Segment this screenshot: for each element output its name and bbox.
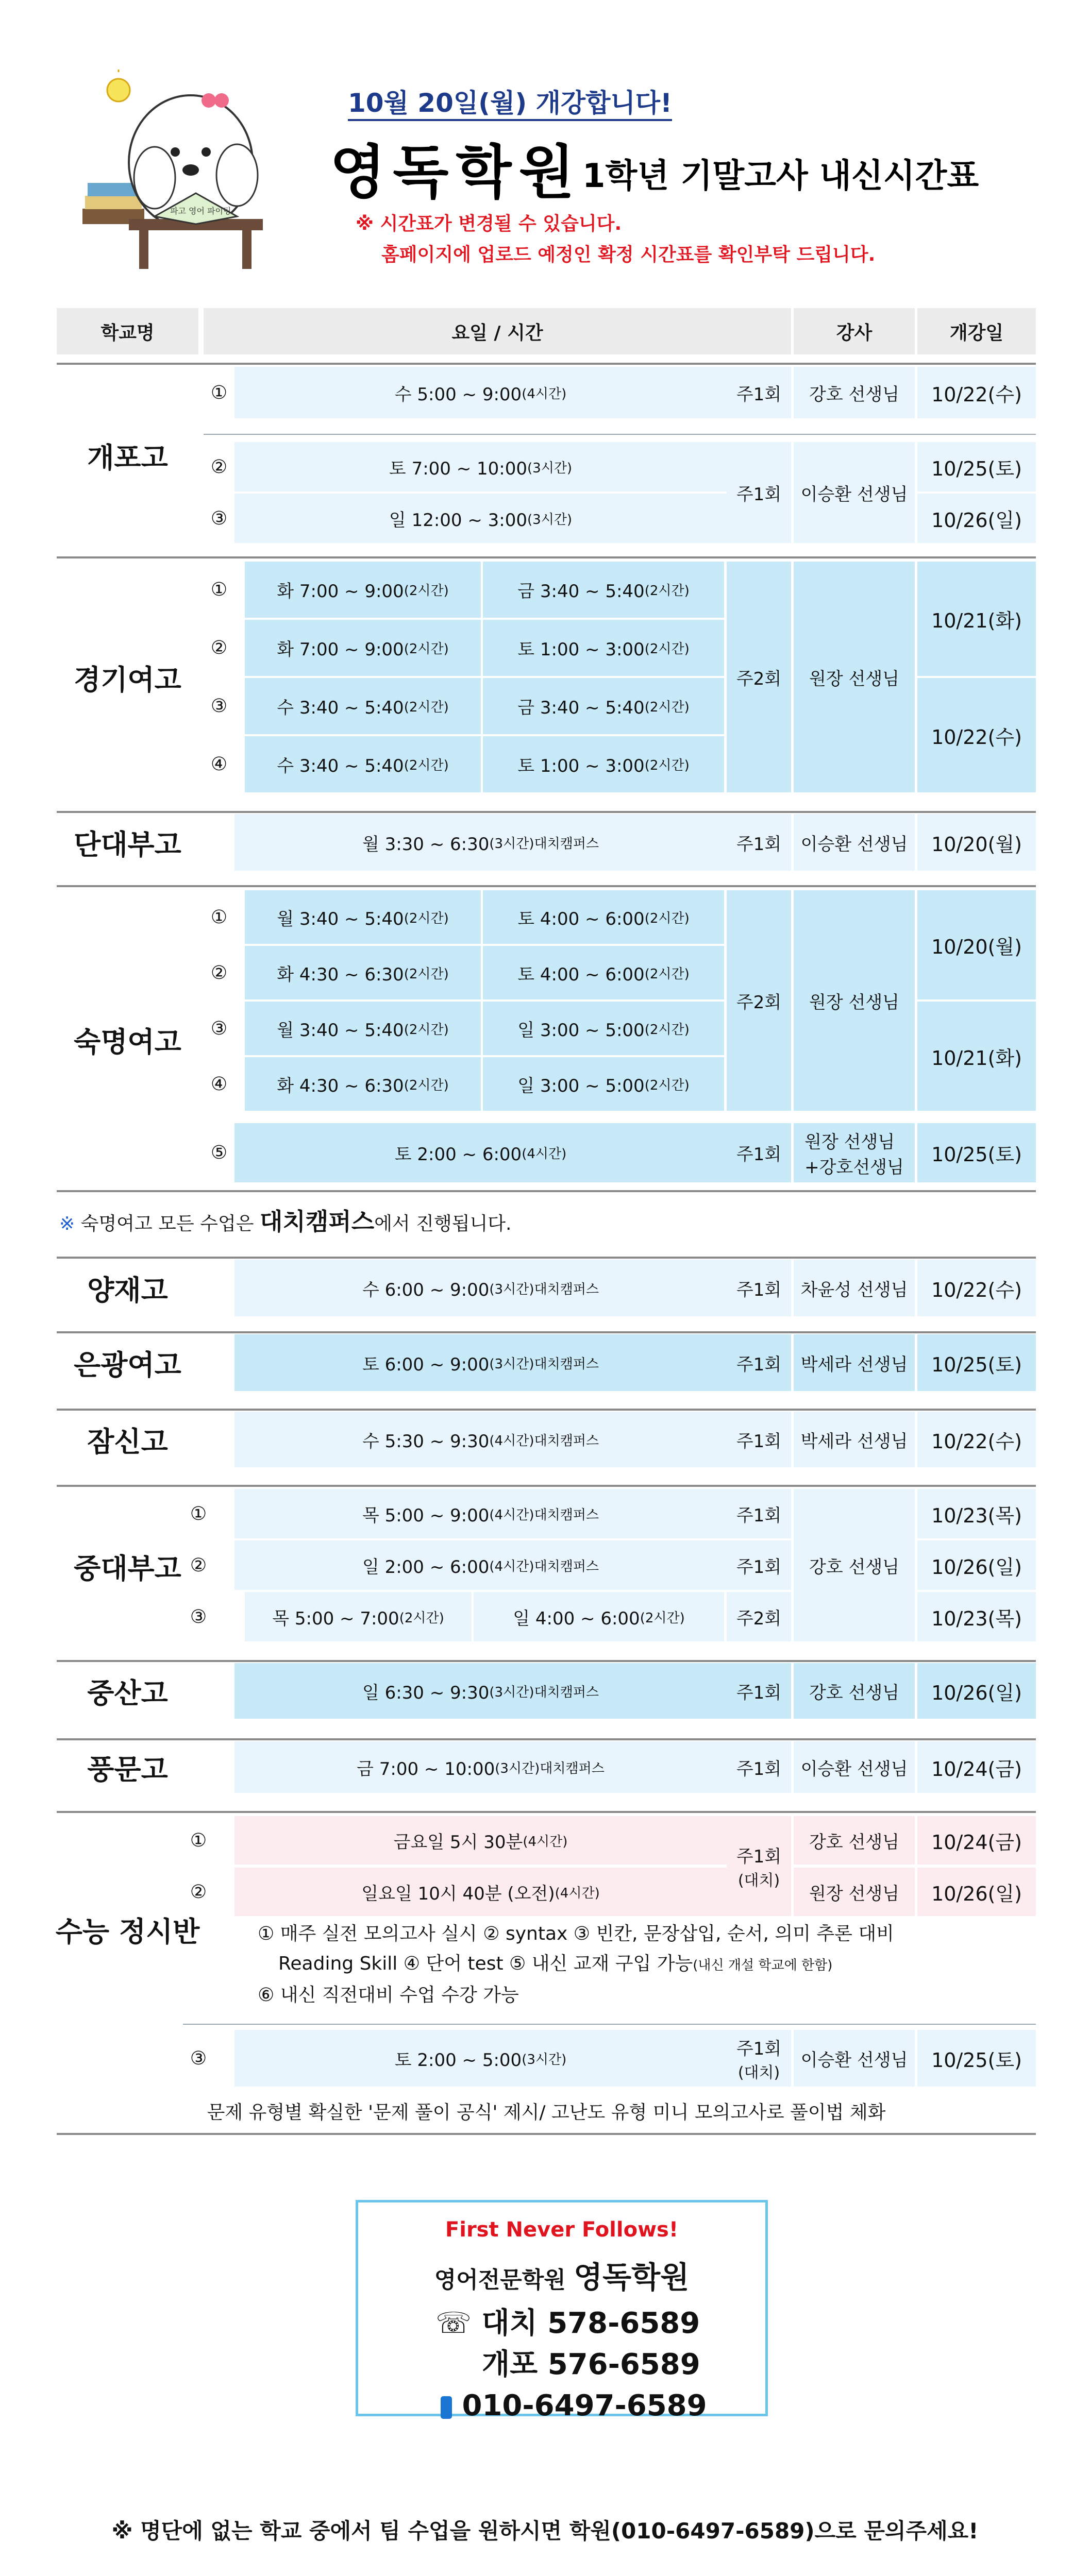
suneung-summary: 문제 유형별 확실한 '문제 풀이 공식' 제시/ 고난도 유형 미니 모의고사로 풀이법 체화 — [207, 2102, 886, 2123]
row-number: ④ — [210, 754, 228, 775]
start-date: 10/22(수) — [917, 1412, 1036, 1467]
time-slot: 일요일 10시 40분 (오전) (4시간) — [234, 1868, 727, 1916]
row-number: ① — [210, 382, 228, 403]
school-name: 잠신고 — [87, 1425, 168, 1458]
frequency: 주1회 (대치) — [727, 2030, 791, 2087]
time-slot-a: 수 3:40 ~ 5:40 (2시간) — [245, 678, 481, 734]
school-name: 은광여고 — [74, 1348, 181, 1381]
page-title: 1학년 기말고사 내신시간표 — [582, 157, 979, 195]
time-slot-b: 일 4:00 ~ 6:00 (2시간) — [474, 1592, 724, 1641]
frequency: 주1회 — [727, 1741, 791, 1793]
phone-mobile: 010-6497-6589 — [441, 2389, 765, 2422]
frequency: 주1회 — [727, 1123, 791, 1182]
row-divider — [57, 1409, 1036, 1411]
start-date: 10/22(수) — [917, 1260, 1036, 1316]
row-divider — [57, 1190, 1036, 1192]
frequency: 주2회 — [727, 890, 791, 1111]
teacher: 원장 선생님 — [794, 1868, 915, 1916]
academy-name: 영독학원 — [330, 139, 582, 206]
frequency: 주1회 (대치) — [727, 1816, 791, 1916]
row-divider — [57, 556, 1036, 558]
row-divider — [183, 2024, 1036, 2025]
teacher: 이승환 선생님 — [794, 442, 915, 543]
time-slot: 토 2:00 ~ 5:00 (3시간) — [234, 2030, 727, 2087]
time-slot-b: 토 1:00 ~ 3:00 (2시간) — [483, 736, 724, 792]
time-slot-a: 화 7:00 ~ 9:00 (2시간) — [245, 620, 481, 676]
teacher: 박세라 선생님 — [794, 1334, 915, 1391]
time-slot: 일 2:00 ~ 6:00 (4시간) 대치캠퍼스 — [234, 1540, 727, 1590]
time-slot-b: 금 3:40 ~ 5:40 (2시간) — [483, 678, 724, 734]
start-date: 10/21(화) — [917, 1002, 1036, 1111]
start-date: 10/26(일) — [917, 1540, 1036, 1590]
teacher: 강호 선생님 — [794, 1489, 915, 1641]
row-divider — [57, 1257, 1036, 1259]
sookmyung-note: ※ 숙명여고 모든 수업은 대치캠퍼스에서 진행됩니다. — [59, 1208, 512, 1235]
start-date: 10/26(일) — [917, 1663, 1036, 1719]
start-date: 10/25(토) — [917, 442, 1036, 492]
time-slot: 목 5:00 ~ 9:00 (4시간) 대치캠퍼스 — [234, 1489, 727, 1538]
row-number: ③ — [210, 507, 228, 529]
frequency: 주2회 — [727, 562, 791, 792]
time-slot: 수 6:00 ~ 9:00 (3시간) 대치캠퍼스 — [234, 1260, 727, 1316]
time-slot: 수 5:00 ~ 9:00 (4시간) — [234, 367, 727, 418]
row-number: ③ — [190, 2047, 207, 2069]
header-school: 학교명 — [57, 308, 198, 354]
start-date: 10/25(토) — [917, 1334, 1036, 1391]
start-date: 10/26(일) — [917, 494, 1036, 543]
start-date: 10/24(금) — [917, 1741, 1036, 1793]
svg-text:파고 영어 파이팅: 파고 영어 파이팅 — [170, 206, 231, 216]
row-number: ① — [210, 906, 228, 928]
row-number: ③ — [190, 1606, 207, 1628]
row-number: ③ — [210, 696, 228, 717]
school-name: 양재고 — [87, 1274, 168, 1307]
frequency: 주1회 — [727, 1663, 791, 1719]
start-date: 10/25(토) — [917, 1123, 1036, 1182]
start-date: 10/23(목) — [917, 1592, 1036, 1641]
time-slot-b: 토 4:00 ~ 6:00 (2시간) — [483, 946, 724, 999]
time-slot-b: 금 3:40 ~ 5:40 (2시간) — [483, 562, 724, 618]
frequency: 주1회 — [727, 1540, 791, 1590]
start-date: 10/23(목) — [917, 1489, 1036, 1538]
start-date: 10/22(수) — [917, 367, 1036, 418]
row-divider — [57, 2133, 1036, 2135]
contact-academy-name: 영어전문학원 영독학원 — [434, 2260, 690, 2295]
teacher: 박세라 선생님 — [794, 1412, 915, 1467]
start-date: 10/25(토) — [917, 2030, 1036, 2087]
time-slot-a: 목 5:00 ~ 7:00 (2시간) — [245, 1592, 472, 1641]
row-number: ② — [190, 1881, 207, 1903]
teacher: 원장 선생님 +강호선생님 — [794, 1123, 915, 1182]
frequency: 주1회 — [727, 814, 791, 871]
frequency: 주1회 — [727, 442, 791, 543]
header-schedule: 요일 / 시간 — [204, 308, 791, 354]
teacher: 이승환 선생님 — [794, 1741, 915, 1793]
frequency: 주1회 — [727, 367, 791, 418]
mobile-phone-icon — [441, 2396, 452, 2419]
time-slot: 토 6:00 ~ 9:00 (3시간) 대치캠퍼스 — [234, 1334, 727, 1391]
row-number: ① — [190, 1503, 207, 1524]
header-start-date: 개강일 — [917, 308, 1036, 354]
time-slot: 월 3:30 ~ 6:30 (3시간) 대치캠퍼스 — [234, 814, 727, 871]
teacher: 이승환 선생님 — [794, 2030, 915, 2087]
row-number: ② — [210, 962, 228, 984]
frequency: 주2회 — [727, 1592, 791, 1641]
header-teacher: 강사 — [794, 308, 915, 354]
time-slot: 토 7:00 ~ 10:00 (3시간) — [234, 442, 727, 492]
frequency: 주1회 — [727, 1412, 791, 1467]
time-slot-a: 화 4:30 ~ 6:30 (2시간) — [245, 946, 481, 999]
school-name: 수능 정시반 — [55, 1915, 200, 1948]
time-slot-b: 토 4:00 ~ 6:00 (2시간) — [483, 890, 724, 944]
row-number: ④ — [210, 1073, 228, 1095]
teacher: 원장 선생님 — [794, 890, 915, 1111]
time-slot: 금요일 5시 30분 (4시간) — [234, 1816, 727, 1865]
row-divider — [57, 1811, 1036, 1813]
time-slot: 토 2:00 ~ 6:00 (4시간) — [234, 1123, 727, 1182]
time-slot: 일 6:30 ~ 9:30 (3시간) 대치캠퍼스 — [234, 1663, 727, 1719]
row-number: ③ — [210, 1018, 228, 1039]
time-slot-a: 월 3:40 ~ 5:40 (2시간) — [245, 1002, 481, 1055]
time-slot-a: 화 4:30 ~ 6:30 (2시간) — [245, 1057, 481, 1111]
time-slot-b: 일 3:00 ~ 5:00 (2시간) — [483, 1002, 724, 1055]
teacher: 강호 선생님 — [794, 367, 915, 418]
start-date: 10/24(금) — [917, 1816, 1036, 1865]
time-slot: 금 7:00 ~ 10:00 (3시간) 대치캠퍼스 — [234, 1741, 727, 1793]
start-date: 10/20(월) — [917, 814, 1036, 871]
teacher: 차윤성 선생님 — [794, 1260, 915, 1316]
school-name: 경기여고 — [74, 663, 181, 696]
frequency: 주1회 — [727, 1260, 791, 1316]
row-divider — [204, 434, 1036, 435]
row-divider — [57, 885, 1036, 887]
time-slot-b: 일 3:00 ~ 5:00 (2시간) — [483, 1057, 724, 1111]
telephone-icon: ☏ — [435, 2307, 472, 2340]
row-divider — [57, 811, 1036, 813]
phone-daechi: ☏ 대치 578-6589 — [435, 2307, 700, 2340]
opening-notice: 10월 20일(월) 개강합니다! — [348, 82, 672, 120]
schedule-warning: ※ 시간표가 변경될 수 있습니다. 홈페이지에 업로드 예정인 확정 시간표를 확인부탁 드립니다. — [356, 213, 876, 265]
school-name: 개포고 — [87, 442, 168, 474]
frequency: 주1회 — [727, 1489, 791, 1538]
row-number: ② — [190, 1554, 207, 1576]
time-slot: 일 12:00 ~ 3:00 (3시간) — [234, 494, 727, 543]
row-number: ① — [210, 579, 228, 600]
teacher: 이승환 선생님 — [794, 814, 915, 871]
school-name: 숙명여고 — [74, 1025, 181, 1058]
row-divider — [57, 1485, 1036, 1487]
footer-note: ※ 명단에 없는 학교 중에서 팀 수업을 원하시면 학원(010-6497-6589)으로 문의주세요! — [111, 2518, 979, 2544]
row-divider — [57, 363, 1036, 365]
row-number: ② — [210, 456, 228, 478]
row-divider — [57, 1660, 1036, 1662]
slogan: First Never Follows! — [445, 2218, 679, 2242]
school-name: 중대부고 — [74, 1552, 181, 1585]
time-slot-a: 수 3:40 ~ 5:40 (2시간) — [245, 736, 481, 792]
row-divider — [57, 1331, 1036, 1333]
school-name: 단대부고 — [74, 828, 181, 861]
teacher: 강호 선생님 — [794, 1663, 915, 1719]
teacher: 강호 선생님 — [794, 1816, 915, 1865]
start-date: 10/26(일) — [917, 1868, 1036, 1916]
contact-box — [356, 2200, 768, 2422]
teacher: 원장 선생님 — [794, 562, 915, 792]
row-divider — [57, 1738, 1036, 1740]
time-slot: 수 5:30 ~ 9:30 (4시간) 대치캠퍼스 — [234, 1412, 727, 1467]
time-slot-a: 화 7:00 ~ 9:00 (2시간) — [245, 562, 481, 618]
row-number: ① — [190, 1829, 207, 1851]
row-number: ⑤ — [210, 1142, 228, 1163]
start-date: 10/21(화) — [917, 562, 1036, 676]
row-number: ② — [210, 637, 228, 658]
frequency: 주1회 — [727, 1334, 791, 1391]
start-date: 10/22(수) — [917, 678, 1036, 792]
time-slot-b: 토 1:00 ~ 3:00 (2시간) — [483, 620, 724, 676]
phone-gaepo: 개포 576-6589 — [482, 2348, 700, 2381]
time-slot-a: 월 3:40 ~ 5:40 (2시간) — [245, 890, 481, 944]
school-name: 중산고 — [87, 1676, 168, 1709]
suneung-description: ① 매주 실전 모의고사 실시 ② syntax ③ 빈칸, 문장삽입, 순서, 의미 추론 대비 Reading Skill ④ 단어 test ⑤ 내신 교재 구입 가능(내신 개설 학교에 한함) ⑥ 내신 직전대비 수업 수강 가능 — [258, 1923, 894, 2006]
school-name: 풍문고 — [87, 1753, 168, 1786]
start-date: 10/20(월) — [917, 890, 1036, 999]
